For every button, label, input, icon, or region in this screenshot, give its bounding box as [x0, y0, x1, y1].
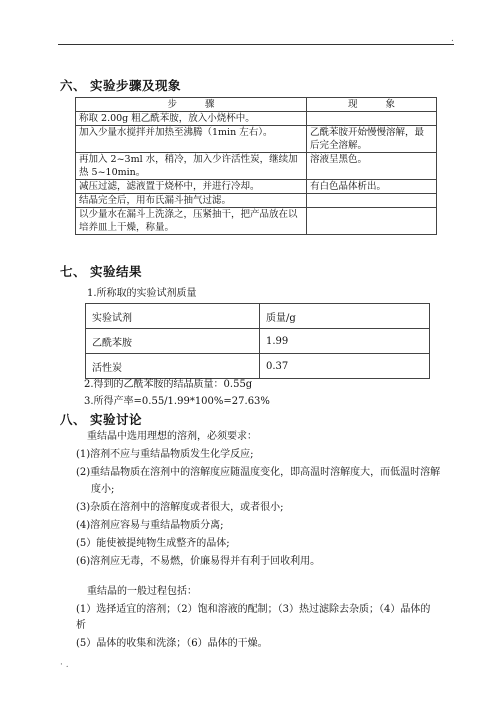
- step-cell: 以少量水在漏斗上洗涤之，压紧抽干，把产品放在以培养皿上干燥，称量。: [76, 208, 307, 235]
- reagent-name-cell: 乙酰苯胺: [86, 329, 260, 354]
- step-cell: 加入少量水搅拌并加热至沸腾（1min 左右）。: [76, 126, 307, 153]
- header-rule: [58, 44, 454, 45]
- process-line-1: (1）选择适宜的溶剂；（2）饱和溶液的配制；（3）热过滤除去杂质；（4）晶体的: [76, 604, 431, 615]
- reagent-mass-cell: 0.37: [260, 354, 430, 379]
- section-7-heading: [60, 262, 142, 280]
- section-7-number: 七、: [60, 264, 87, 279]
- section-6-number: 六、: [60, 78, 87, 93]
- header-mark: .: [451, 34, 454, 44]
- step-cell: 称取 2.00g 粗乙酰苯胺，放入小烧杯中。: [76, 112, 307, 126]
- phenomenon-cell: [307, 194, 437, 208]
- table-row: [76, 112, 437, 126]
- phenomenon-cell: [307, 112, 437, 126]
- requirement-3: (3)杂质在溶剂中的溶解度或者很大，或者很小;: [76, 502, 284, 513]
- footer-mark: · .: [60, 660, 69, 670]
- section-7-title: 实验结果: [90, 264, 143, 279]
- requirement-2-cont: 度小;: [91, 484, 115, 495]
- process-line-2: (5）晶体的收集和洗涤；（6）晶体的干燥。: [76, 638, 268, 649]
- requirement-4: (4)溶剂应容易与重结晶物质分离;: [76, 520, 224, 531]
- requirement-2: (2)重结晶物质在溶剂中的溶解度应随温度变化，即高温时溶解度大，而低温时溶解: [76, 467, 441, 478]
- phenomenon-cell: [307, 208, 437, 235]
- steps-header-step: 步骤: [76, 98, 307, 112]
- reagent-mass-cell: 1.99: [260, 329, 430, 354]
- table-row: [76, 180, 437, 194]
- result-item-1: 1.所称取的实验试剂质量: [87, 288, 197, 299]
- steps-table-header: [76, 98, 437, 112]
- reagent-header-mass: 质量/g: [260, 304, 430, 329]
- phenomenon-cell: 溶液呈黑色。: [307, 153, 437, 180]
- result-item-3: 3.所得产率=0.55/1.99*100%=27.63%: [84, 396, 270, 407]
- step-cell: 减压过滤，滤液置于烧杯中，并进行冷却。: [76, 180, 307, 194]
- requirement-6: (6)溶剂应无毒，不易燃，价廉易得并有利于回收利用。: [76, 556, 321, 567]
- section-8-title: 实验讨论: [90, 412, 143, 427]
- requirement-1: (1)溶剂不应与重结晶物质发生化学反应;: [76, 449, 254, 460]
- reagent-table: [85, 303, 430, 379]
- section-6-heading: [60, 76, 181, 94]
- phenomenon-cell: 有白色晶体析出。: [307, 180, 437, 194]
- steps-header-phenomenon: 现象: [307, 98, 437, 112]
- phenomenon-cell: 乙酰苯胺开始慢慢溶解，最后完全溶解。: [307, 126, 437, 153]
- reagent-header-name: 实验试剂: [86, 304, 260, 329]
- table-row: [86, 329, 430, 354]
- result-item-2: 2.得到的乙酰苯胺的结晶质量：0.55g: [84, 379, 253, 390]
- process-intro: 重结晶的一般过程包括：: [87, 586, 197, 597]
- reagent-name-cell: 活性炭: [86, 354, 260, 379]
- step-cell: 再加入 2~3ml 水，稍冷，加入少许活性炭，继续加热 5~10min。: [76, 153, 307, 180]
- requirement-5: (5）能使被提纯物生成整齐的晶体;: [76, 538, 230, 549]
- table-row: [86, 354, 430, 379]
- table-row: [76, 194, 437, 208]
- process-line-1-cont: 析: [76, 620, 86, 631]
- step-cell: 结晶完全后，用布氏漏斗抽气过滤。: [76, 194, 307, 208]
- steps-table: [75, 97, 437, 235]
- table-row: [76, 126, 437, 153]
- section-8-number: 八、: [60, 412, 87, 427]
- section-8-heading: [60, 410, 142, 428]
- section-6-title: 实验步骤及现象: [90, 78, 182, 93]
- table-row: [76, 208, 437, 235]
- discussion-intro: 重结晶中选用理想的溶剂，必须要求：: [87, 431, 257, 442]
- table-row: [86, 304, 430, 329]
- table-row: [76, 153, 437, 180]
